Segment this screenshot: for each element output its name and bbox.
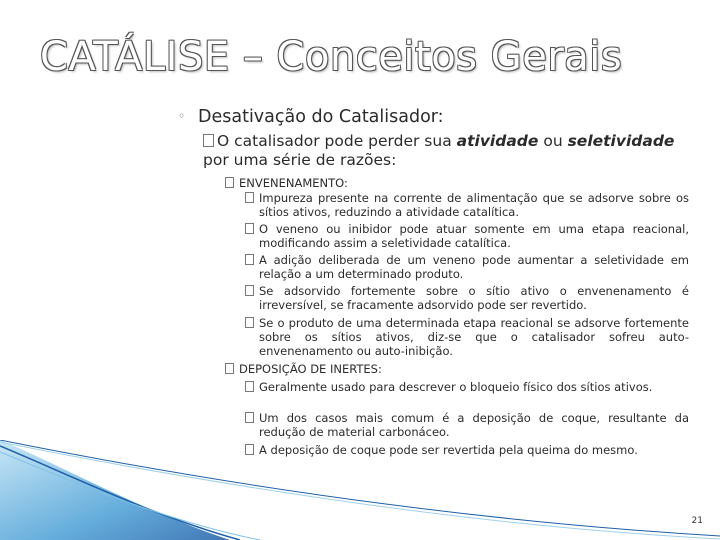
box-bullet-icon (225, 177, 234, 188)
intro-term-atividade: atividade (456, 132, 539, 150)
box-bullet-icon (245, 317, 254, 328)
box-bullet-icon (245, 223, 254, 234)
section-label: ENVENENAMENTO: (239, 176, 348, 190)
page-number: 21 (691, 516, 703, 526)
item-text: A deposição de coque pode ser revertida pela queima do mesmo. (259, 443, 638, 457)
list-item (245, 191, 689, 219)
box-bullet-icon (203, 134, 214, 147)
intro-term-seletividade: seletividade (567, 132, 675, 150)
item-text: Um dos casos mais comum é a deposição de coque, resultante da redução de material carbonáceo. (259, 411, 689, 439)
list-item (245, 222, 689, 250)
box-bullet-icon (245, 412, 254, 423)
box-bullet-icon (245, 192, 254, 203)
circle-bullet-icon: ◦ (178, 109, 186, 123)
box-bullet-icon (245, 254, 254, 265)
item-text: Impureza presente na corrente de alimentação que se adsorve sobre os sítios ativos, reduzindo a atividade catalítica. (259, 191, 689, 219)
heading-text: Desativação do Catalisador: (198, 107, 444, 127)
intro-paragraph (203, 132, 683, 170)
list-item (245, 380, 689, 394)
box-bullet-icon (245, 381, 254, 392)
intro-pre: O catalisador pode perder sua (217, 132, 457, 150)
item-text: Se o produto de uma determinada etapa reacional se adsorve fortemente sobre os sítios ativos, diz-se que o catalisador sofreu auto-envenenamento ou auto-inibição. (259, 316, 689, 358)
item-text: Geralmente usado para descrever o bloqueio físico dos sítios ativos. (259, 380, 653, 394)
item-text: O veneno ou inibidor pode atuar somente em uma etapa reacional, modificando assim a seletividade catalítica. (259, 222, 689, 250)
item-text: Se adsorvido fortemente sobre o sítio ativo o envenenamento é irreversível, se fracamente adsorvido pode ser revertido. (259, 284, 689, 312)
intro-mid: ou (538, 132, 568, 150)
slide-title: CATÁLISE – Conceitos Gerais (40, 34, 623, 80)
heading-desativacao (178, 107, 444, 127)
decorative-swoosh (0, 440, 720, 540)
section-envenenamento (225, 176, 675, 190)
box-bullet-icon (245, 285, 254, 296)
intro-post: por uma série de razões: (203, 151, 397, 169)
list-item (245, 411, 689, 439)
box-bullet-icon (225, 363, 234, 374)
item-text: A adição deliberada de um veneno pode aumentar a seletividade em relação a um determinado produto. (259, 253, 689, 281)
section-deposicao (225, 362, 675, 376)
list-item (245, 253, 689, 281)
list-item (245, 316, 689, 358)
section-label: DEPOSIÇÃO DE INERTES: (239, 362, 382, 376)
list-item (245, 284, 689, 312)
